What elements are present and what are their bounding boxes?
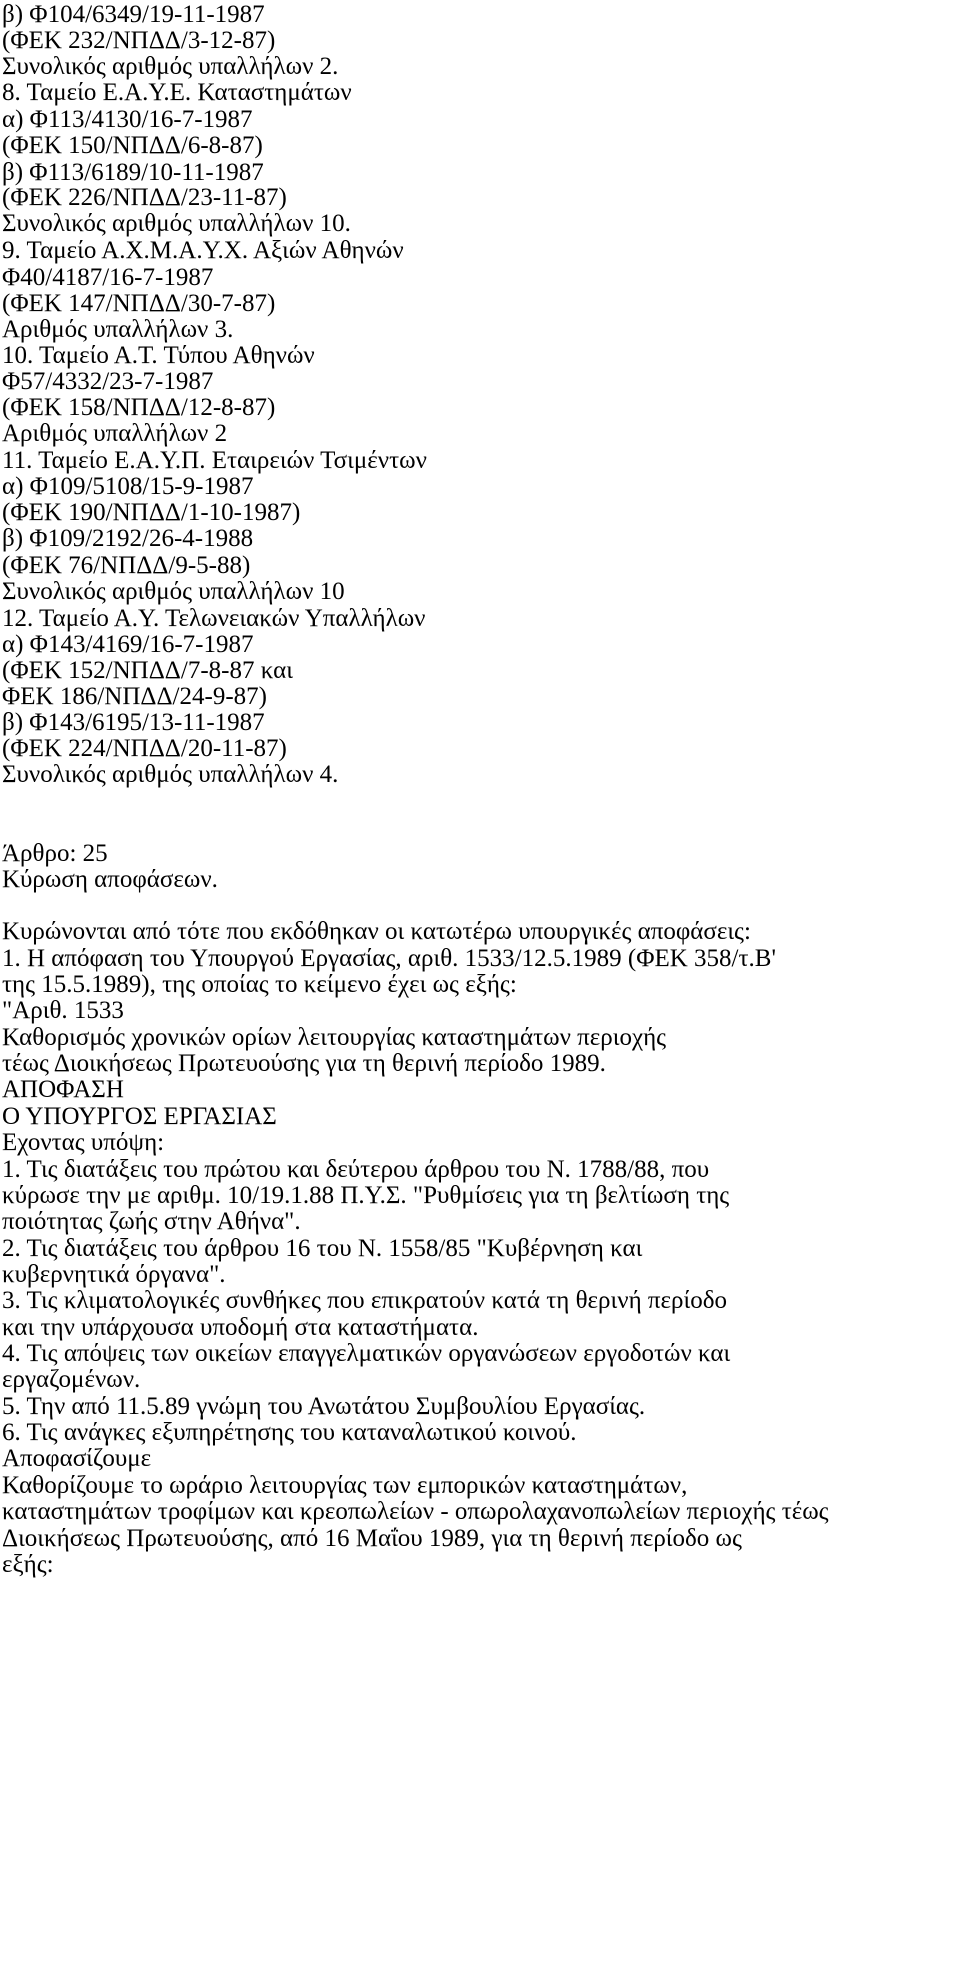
text-line: Αριθμός υπαλλήλων 3.: [2, 316, 234, 343]
text-line: (ΦΕΚ 147/ΝΠΔΔ/30-7-87): [2, 290, 276, 317]
text-line: β) Φ113/6189/10-11-1987: [2, 159, 264, 186]
text-line: Αριθμός υπαλλήλων 2: [2, 420, 228, 447]
text-line: ποιότητας ζωής στην Αθήνα".: [2, 1208, 301, 1235]
text-line: Καθορισμός χρονικών ορίων λειτουργίας καταστημάτων περιοχής: [2, 1024, 667, 1051]
text-line: (ΦΕΚ 150/ΝΠΔΔ/6-8-87): [2, 132, 263, 159]
text-line: Φ57/4332/23-7-1987: [2, 368, 214, 395]
text-line: 12. Ταμείο Α.Υ. Τελωνειακών Υπαλλήλων: [2, 605, 426, 632]
text-line: κυβερνητικά όργανα".: [2, 1261, 226, 1288]
text-line: τέως Διοικήσεως Πρωτευούσης για τη θερινή περίοδο 1989.: [2, 1050, 606, 1077]
text-line: (ΦΕΚ 190/ΝΠΔΔ/1-10-1987): [2, 499, 301, 526]
text-line: 1. Η απόφαση του Υπουργού Εργασίας, αριθ. 1533/12.5.1989 (ΦΕΚ 358/τ.Β': [2, 945, 776, 972]
text-line: Συνολικός αριθμός υπαλλήλων 10: [2, 578, 345, 605]
article-heading: Άρθρο: 25: [2, 840, 108, 867]
text-line: της 15.5.1989), της οποίας το κείμενο έχει ως εξής:: [2, 971, 517, 998]
text-line: 2. Τις διατάξεις του άρθρου 16 του Ν. 1558/85 "Κυβέρνηση και: [2, 1235, 643, 1262]
text-line: β) Φ104/6349/19-11-1987: [2, 1, 265, 28]
text-line: (ΦΕΚ 224/ΝΠΔΔ/20-11-87): [2, 735, 287, 762]
text-line: καταστημάτων τροφίμων και κρεοπωλείων - οπωρολαχανοπωλείων περιοχής τέως: [2, 1498, 829, 1525]
text-line: (ΦΕΚ 158/ΝΠΔΔ/12-8-87): [2, 394, 276, 421]
text-line: β) Φ109/2192/26-4-1988: [2, 525, 254, 552]
text-line: Συνολικός αριθμός υπαλλήλων 4.: [2, 761, 339, 788]
text-line: εργαζομένων.: [2, 1366, 141, 1393]
text-line: 10. Ταμείο Α.Τ. Τύπου Αθηνών: [2, 342, 315, 369]
text-line: 11. Ταμείο Ε.Α.Υ.Π. Εταιρειών Τσιμέντων: [2, 447, 427, 474]
text-line: Φ40/4187/16-7-1987: [2, 264, 214, 291]
text-line: εξής:: [2, 1551, 54, 1578]
text-line: (ΦΕΚ 226/ΝΠΔΔ/23-11-87): [2, 184, 287, 211]
text-line: Συνολικός αριθμός υπαλλήλων 10.: [2, 210, 351, 237]
text-line: Συνολικός αριθμός υπαλλήλων 2.: [2, 53, 339, 80]
text-line: Αποφασίζουμε: [2, 1445, 152, 1472]
text-line: κύρωσε την με αριθμ. 10/19.1.88 Π.Υ.Σ. "Ρυθμίσεις για τη βελτίωση της: [2, 1182, 730, 1209]
text-line: α) Φ113/4130/16-7-1987: [2, 106, 253, 133]
article-title: Κύρωση αποφάσεων.: [2, 866, 218, 893]
text-line: 9. Ταμείο Α.Χ.Μ.Α.Υ.Χ. Αξιών Αθηνών: [2, 237, 404, 264]
text-line: (ΦΕΚ 152/ΝΠΔΔ/7-8-87 και: [2, 657, 293, 684]
text-line: Ο ΥΠΟΥΡΓΟΣ ΕΡΓΑΣΙΑΣ: [2, 1103, 277, 1130]
text-line: Διοικήσεως Πρωτευούσης, από 16 Μαΐου 1989, για τη θερινή περίοδο ως: [2, 1525, 742, 1552]
text-line: α) Φ109/5108/15-9-1987: [2, 473, 254, 500]
text-line: Εχοντας υπόψη:: [2, 1129, 165, 1156]
text-line: 1. Τις διατάξεις του πρώτου και δεύτερου άρθρου του Ν. 1788/88, που: [2, 1156, 710, 1183]
text-line: 6. Τις ανάγκες εξυπηρέτησης του καταναλωτικού κοινού.: [2, 1419, 577, 1446]
text-line: α) Φ143/4169/16-7-1987: [2, 631, 254, 658]
text-line: 5. Την από 11.5.89 γνώμη του Ανωτάτου Συμβουλίου Εργασίας.: [2, 1393, 646, 1420]
text-line: 4. Τις απόψεις των οικείων επαγγελματικών οργανώσεων εργοδοτών και: [2, 1340, 731, 1367]
text-line: ΦΕΚ 186/ΝΠΔΔ/24-9-87): [2, 683, 267, 710]
text-line: και την υπάρχουσα υποδομή στα καταστήματα.: [2, 1314, 479, 1341]
text-line: 3. Τις κλιματολογικές συνθήκες που επικρατούν κατά τη θερινή περίοδο: [2, 1287, 727, 1314]
text-line: "Αριθ. 1533: [2, 997, 124, 1024]
text-line: (ΦΕΚ 76/ΝΠΔΔ/9-5-88): [2, 552, 251, 579]
text-line: ΑΠΟΦΑΣΗ: [2, 1076, 124, 1103]
text-line: Καθορίζουμε το ωράριο λειτουργίας των εμπορικών καταστημάτων,: [2, 1472, 688, 1499]
text-line: (ΦΕΚ 232/ΝΠΔΔ/3-12-87): [2, 27, 276, 54]
text-line: 8. Ταμείο Ε.Α.Υ.Ε. Καταστημάτων: [2, 79, 352, 106]
text-line: Κυρώνονται από τότε που εκδόθηκαν οι κατωτέρω υπουργικές αποφάσεις:: [2, 918, 751, 945]
text-line: β) Φ143/6195/13-11-1987: [2, 709, 265, 736]
